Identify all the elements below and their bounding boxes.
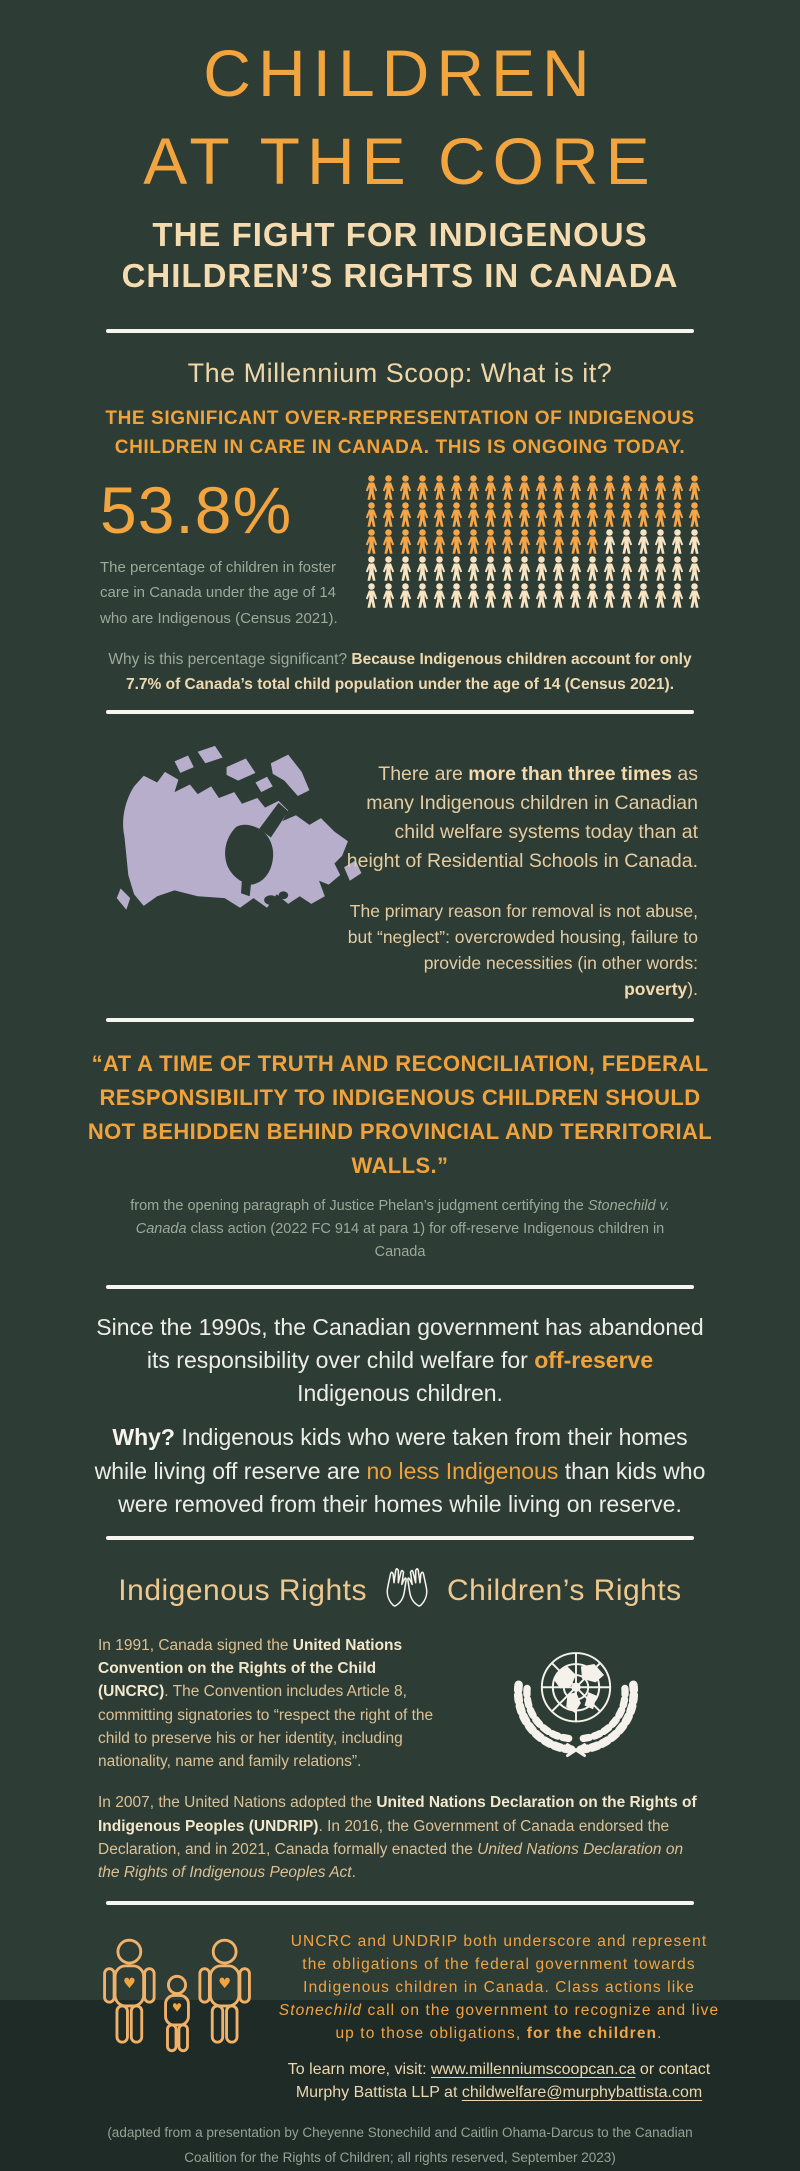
- undrip-paragraph: In 2007, the United Nations adopted the United Nations Declaration on the Rights of Indigenous Peoples (UNDRIP). In 2016, the Government of Canada endorsed the Declaration, and in 2021, Canada formally enacted the United Nations Declaration on the Rights of Indigenous Peoples Act.: [98, 1794, 697, 1882]
- person-icon: [636, 475, 651, 500]
- person-icon: [449, 583, 464, 608]
- person-icon: [415, 556, 430, 581]
- rights-heading: [0, 1564, 800, 1618]
- learn-more-line: To learn more, visit: www.millenniumscoopcan.ca or contact Murphy Battista LLP at childwelfare@murphybattista.com: [287, 2060, 711, 2102]
- person-icon: [500, 529, 515, 554]
- person-icon: [670, 502, 685, 527]
- person-icon: [619, 556, 634, 581]
- person-icon: [381, 529, 396, 554]
- section-divider: [106, 1018, 694, 1022]
- person-icon: [585, 475, 600, 500]
- section-divider: [106, 1285, 694, 1289]
- person-icon: [551, 556, 566, 581]
- map-paragraph-2: The primary reason for removal is not abuse, but “neglect”: overcrowded housing, failure to provide necessities (in other words: poverty).: [347, 900, 698, 1000]
- person-icon: [619, 475, 634, 500]
- stat-caption: The percentage of children in foster care in Canada under the age of 14 who are Indigenous (Census 2021).: [100, 558, 338, 628]
- person-icon: [364, 529, 379, 554]
- person-icon: [568, 583, 583, 608]
- person-icon: [534, 502, 549, 527]
- person-icon: [398, 475, 413, 500]
- person-icon: [602, 475, 617, 500]
- person-icon: [483, 475, 498, 500]
- abandoned-paragraph: Since the 1990s, the Canadian government has abandoned its responsibility over child welfare for off-reserve Indigenous children.: [96, 1314, 704, 1407]
- person-icon: [500, 556, 515, 581]
- person-icon: [432, 556, 447, 581]
- person-icon: [517, 529, 532, 554]
- person-icon: [602, 502, 617, 527]
- open-hands-icon: [381, 1564, 433, 1618]
- person-icon: [653, 475, 668, 500]
- uncrc-row: [0, 1634, 800, 1774]
- person-icon: [551, 529, 566, 554]
- page-title: [0, 0, 800, 206]
- section-divider: [106, 329, 694, 333]
- svg-text:♥: ♥: [218, 1976, 232, 1993]
- person-icon: [619, 529, 634, 554]
- person-icon: [381, 475, 396, 500]
- person-icon: [432, 475, 447, 500]
- person-icon: [449, 556, 464, 581]
- person-icon: [415, 475, 430, 500]
- person-icon: [585, 556, 600, 581]
- person-icon: [602, 583, 617, 608]
- section-divider: [106, 710, 694, 714]
- rights-heading-right: Children’s Rights: [446, 1573, 682, 1607]
- person-icon: [636, 529, 651, 554]
- person-icon: [687, 475, 702, 500]
- scoop-subhead: THE SIGNIFICANT OVER-REPRESENTATION OF INDIGENOUS CHILDREN IN CARE IN CANADA. THIS IS ONGOING TODAY.: [105, 407, 695, 459]
- quote-attribution: from the opening paragraph of Justice Phelan’s judgment certifying the Stonechild v. Canada class action (2022 FC 914 at para 1) for off-reserve Indigenous children in Canada: [130, 1197, 670, 1260]
- person-icon: [449, 475, 464, 500]
- person-icon: [517, 556, 532, 581]
- why-significant: Why is this percentage significant? Because Indigenous children account for only 7.7% of Canada’s total child population under the age of 14 (Census 2021).: [108, 650, 692, 694]
- person-icon: [364, 583, 379, 608]
- person-icon: [653, 583, 668, 608]
- person-icon: [398, 556, 413, 581]
- person-icon: [415, 502, 430, 527]
- person-icon: [381, 556, 396, 581]
- person-icon: [534, 475, 549, 500]
- person-icon: [653, 502, 668, 527]
- person-icon: [449, 529, 464, 554]
- person-icon: [432, 583, 447, 608]
- person-icon: [585, 529, 600, 554]
- page-subtitle: THE FIGHT FOR INDIGENOUS CHILDREN’S RIGHTS IN CANADA: [121, 215, 679, 295]
- title-line2: AT THE CORE: [143, 123, 657, 198]
- person-icon: [449, 502, 464, 527]
- person-icon: [466, 529, 481, 554]
- section-divider: [106, 1901, 694, 1905]
- person-icon: [551, 502, 566, 527]
- person-icon: [534, 583, 549, 608]
- person-icon: [483, 502, 498, 527]
- millenniumscoopcan-link[interactable]: www.millenniumscoopcan.ca: [430, 2060, 636, 2078]
- person-icon: [551, 583, 566, 608]
- svg-text:♥: ♥: [171, 2000, 183, 2015]
- person-icon: [398, 583, 413, 608]
- person-icon: [551, 475, 566, 500]
- person-icon: [398, 529, 413, 554]
- childwelfare-email-link[interactable]: childwelfare@murphybattista.com: [461, 2084, 703, 2102]
- person-icon: [568, 502, 583, 527]
- person-icon: [602, 556, 617, 581]
- person-icon: [636, 583, 651, 608]
- person-icon: [568, 529, 583, 554]
- uncrc-paragraph: In 1991, Canada signed the United Nations Convention on the Rights of the Child (UNCRC). The Convention includes Article 8, committing signatories to “respect the right of the child to preserve his or her identity, including nationality, name and family relations”.: [98, 1636, 434, 1771]
- person-icon: [415, 529, 430, 554]
- map-text-block: [346, 760, 698, 1002]
- person-icon: [670, 556, 685, 581]
- bottom-text-column: [264, 1931, 720, 2104]
- person-icon: [687, 529, 702, 554]
- person-icon: [466, 475, 481, 500]
- person-icon: [517, 583, 532, 608]
- scoop-heading: The Millennium Scoop: What is it?: [187, 357, 613, 388]
- bottom-section: [0, 1931, 800, 2104]
- person-icon: [636, 556, 651, 581]
- cta-paragraph: UNCRC and UNDRIP both underscore and represent the obligations of the federal government towards Indigenous children in Canada. Class actions like Stonechild call on the government to recognize and live up to those obligations, for the children.: [278, 1933, 720, 2043]
- person-icon: [687, 502, 702, 527]
- rights-heading-left: Indigenous Rights: [118, 1573, 367, 1607]
- person-icon: [653, 529, 668, 554]
- person-icon: [381, 502, 396, 527]
- person-icon: [585, 502, 600, 527]
- un-emblem-icon: [450, 1634, 702, 1758]
- person-icon: [483, 583, 498, 608]
- person-icon: [585, 583, 600, 608]
- person-icon: [653, 556, 668, 581]
- person-icon: [483, 529, 498, 554]
- person-icon: [534, 529, 549, 554]
- quote-text: “AT A TIME OF TRUTH AND RECONCILIATION, FEDERAL RESPONSIBILITY TO INDIGENOUS CHILDREN SHOULD NOT BEHIDDEN BEHIND PROVINCIAL AND TERRITORIAL WALLS.”: [87, 1051, 713, 1179]
- person-icon: [687, 556, 702, 581]
- person-icon: [500, 502, 515, 527]
- person-icon: [517, 502, 532, 527]
- person-icon: [364, 502, 379, 527]
- person-icon: [415, 583, 430, 608]
- person-icon: [568, 475, 583, 500]
- person-icon: [466, 556, 481, 581]
- person-icon: [534, 556, 549, 581]
- section-divider: [106, 1536, 694, 1540]
- stat-value: 53.8%: [100, 472, 293, 547]
- person-icon: [466, 583, 481, 608]
- person-icon: [381, 583, 396, 608]
- pictogram-grid: [364, 475, 702, 608]
- person-icon: [670, 529, 685, 554]
- person-icon: [687, 583, 702, 608]
- person-icon: [483, 556, 498, 581]
- map-paragraph-1: There are more than three times as many Indigenous children in Canadian child welfare systems today than at height of Residential Schools in Canada.: [346, 763, 698, 872]
- stat-row: [0, 473, 800, 632]
- person-icon: [432, 502, 447, 527]
- person-icon: [432, 529, 447, 554]
- person-icon: [670, 583, 685, 608]
- person-icon: [670, 475, 685, 500]
- person-icon: [517, 475, 532, 500]
- why-paragraph: Why? Indigenous kids who were taken from their homes while living off reserve are no less Indigenous than kids who were removed from their homes while living on reserve.: [94, 1424, 706, 1517]
- person-icon: [500, 583, 515, 608]
- person-icon: [398, 502, 413, 527]
- title-line1: CHILDREN: [203, 36, 597, 110]
- footer-attribution: (adapted from a presentation by Cheyenne Stonechild and Caitlin Ohama-Darcus to the Canadian Coalition for the Rights of Children; all rights reserved, September 2023): [107, 2125, 693, 2166]
- map-section: [0, 742, 800, 1000]
- person-icon: [568, 556, 583, 581]
- person-icon: [364, 556, 379, 581]
- svg-text:♥: ♥: [122, 1976, 136, 1993]
- person-icon: [466, 502, 481, 527]
- person-icon: [602, 529, 617, 554]
- person-icon: [619, 583, 634, 608]
- person-icon: [364, 475, 379, 500]
- stat-column: [100, 473, 348, 632]
- family-icon: [96, 1931, 264, 2104]
- person-icon: [619, 502, 634, 527]
- person-icon: [636, 502, 651, 527]
- person-icon: [500, 475, 515, 500]
